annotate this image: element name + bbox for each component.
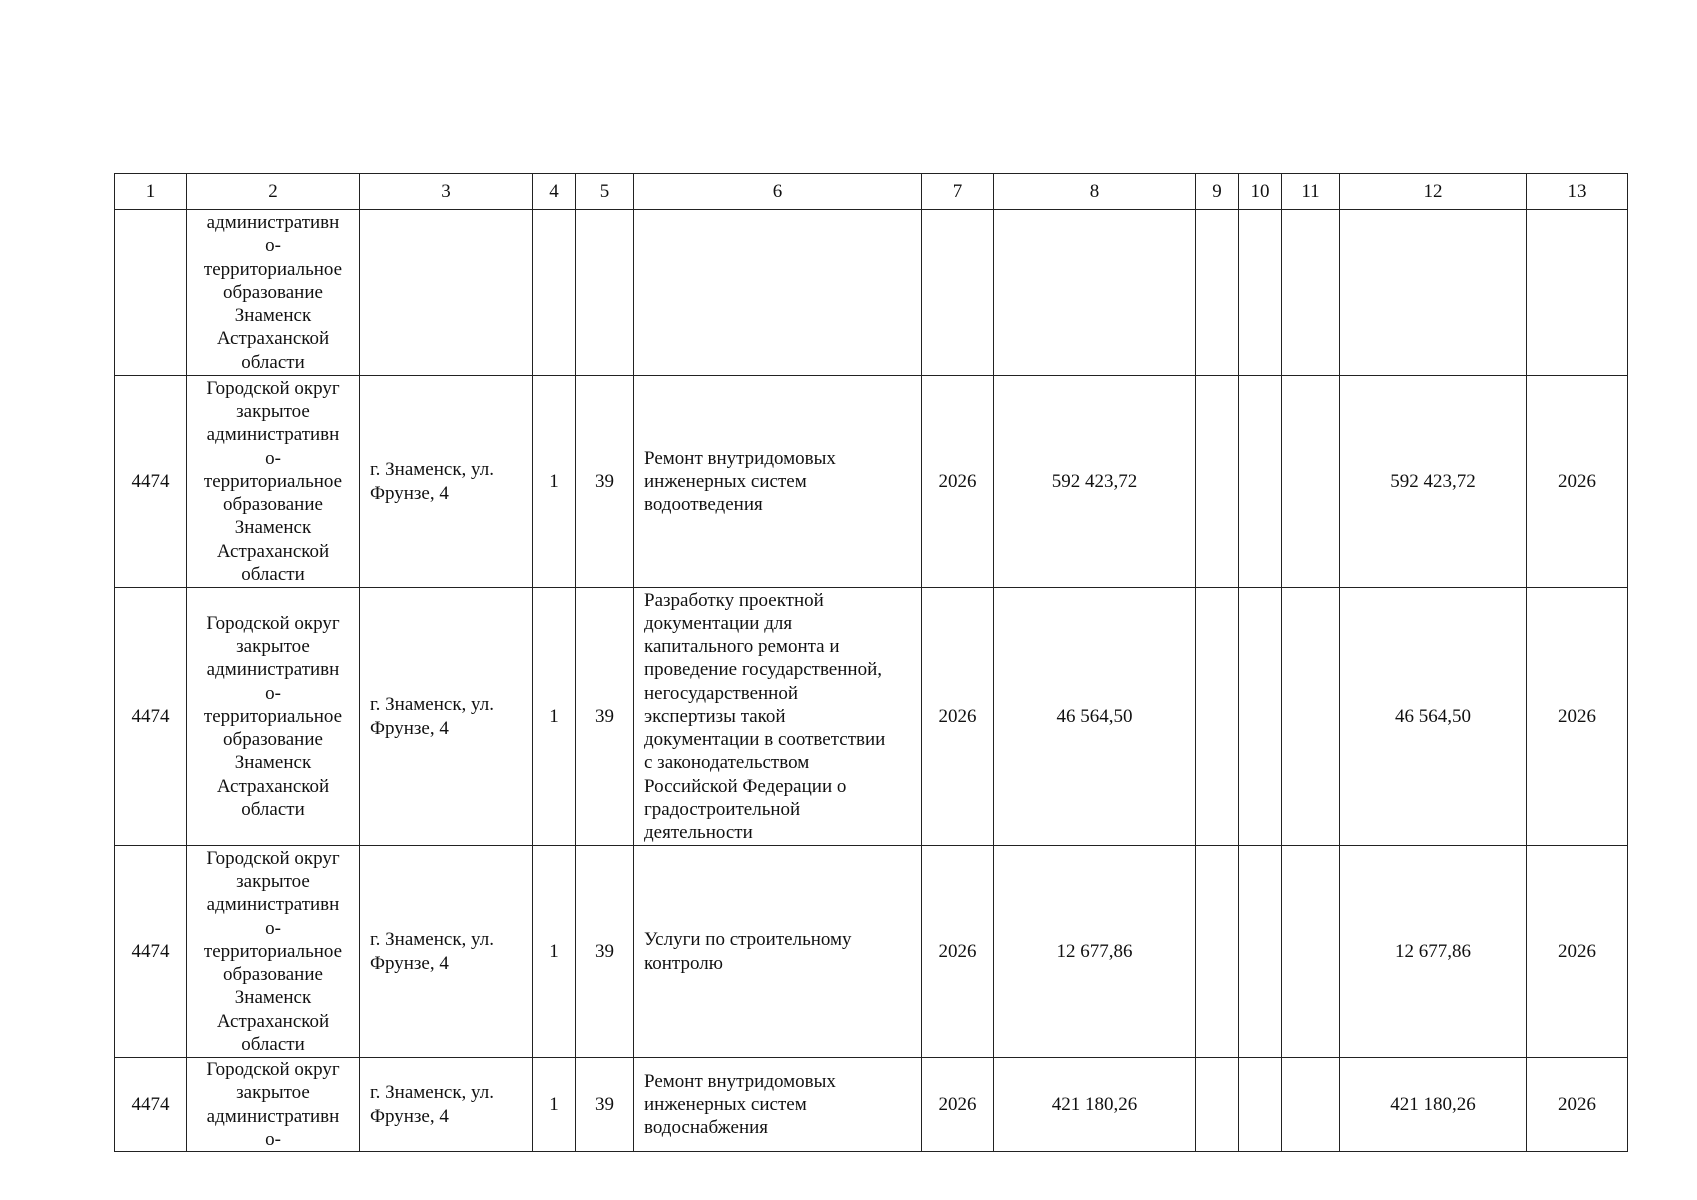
cell-col9 xyxy=(1196,210,1239,376)
table-row xyxy=(115,376,1628,588)
cell-number: 4474 xyxy=(115,588,187,846)
cell-col10 xyxy=(1239,210,1282,376)
cell-work-type: Разработку проектной документации для капитального ремонта и проведение государственной, негосударственной экспертизы такой документации в соответствии с законодательством Российской Федерации о градостроительной деятельности xyxy=(634,588,922,846)
col-header: 11 xyxy=(1282,174,1340,210)
cell-municipality: Городской округ закрытое административн о- территориальное образование Знаменск Астраханской области xyxy=(187,588,360,846)
header-row xyxy=(115,174,1628,210)
cell-address: г. Знаменск, ул. Фрунзе, 4 xyxy=(360,1058,533,1152)
cell-cost: 46 564,50 xyxy=(994,588,1196,846)
cell-col13 xyxy=(1527,210,1628,376)
cell-year: 2026 xyxy=(922,376,994,588)
cell-work-type: Ремонт внутридомовых инженерных систем водоснабжения xyxy=(634,1058,922,1152)
cell-cost: 421 180,26 xyxy=(994,1058,1196,1152)
cell-municipality: административн о- территориальное образование Знаменск Астраханской области xyxy=(187,210,360,376)
cell-col13: 2026 xyxy=(1527,1058,1628,1152)
cell-col10 xyxy=(1239,588,1282,846)
cell-col5: 39 xyxy=(576,846,634,1058)
col-header: 1 xyxy=(115,174,187,210)
col-header: 12 xyxy=(1340,174,1527,210)
cell-col4: 1 xyxy=(533,1058,576,1152)
cell-number: 4474 xyxy=(115,1058,187,1152)
cell-col9 xyxy=(1196,1058,1239,1152)
cell-col13: 2026 xyxy=(1527,588,1628,846)
col-header: 13 xyxy=(1527,174,1628,210)
cell-col10 xyxy=(1239,846,1282,1058)
cell-year: 2026 xyxy=(922,588,994,846)
table-row xyxy=(115,846,1628,1058)
cell-col4: 1 xyxy=(533,588,576,846)
cell-col11 xyxy=(1282,1058,1340,1152)
cell-col13: 2026 xyxy=(1527,376,1628,588)
cell-col4 xyxy=(533,210,576,376)
cell-municipality: Городской округ закрытое административн о- xyxy=(187,1058,360,1152)
col-header: 10 xyxy=(1239,174,1282,210)
cell-year: 2026 xyxy=(922,846,994,1058)
cell-col11 xyxy=(1282,846,1340,1058)
cell-work-type: Услуги по строительному контролю xyxy=(634,846,922,1058)
cell-col4: 1 xyxy=(533,376,576,588)
col-header: 6 xyxy=(634,174,922,210)
cell-col5: 39 xyxy=(576,1058,634,1152)
cell-municipality: Городской округ закрытое административн о- территориальное образование Знаменск Астраханской области xyxy=(187,846,360,1058)
cell-cost xyxy=(994,210,1196,376)
cell-col10 xyxy=(1239,376,1282,588)
col-header: 7 xyxy=(922,174,994,210)
cell-col5: 39 xyxy=(576,376,634,588)
cell-year: 2026 xyxy=(922,1058,994,1152)
cell-number: 4474 xyxy=(115,846,187,1058)
cell-col12: 592 423,72 xyxy=(1340,376,1527,588)
cell-col12: 46 564,50 xyxy=(1340,588,1527,846)
table-row xyxy=(115,210,1628,376)
cell-work-type: Ремонт внутридомовых инженерных систем водоотведения xyxy=(634,376,922,588)
cell-col12: 12 677,86 xyxy=(1340,846,1527,1058)
col-header: 4 xyxy=(533,174,576,210)
cell-col12: 421 180,26 xyxy=(1340,1058,1527,1152)
cell-col4: 1 xyxy=(533,846,576,1058)
cell-col11 xyxy=(1282,376,1340,588)
cell-number: 4474 xyxy=(115,376,187,588)
cell-address: г. Знаменск, ул. Фрунзе, 4 xyxy=(360,588,533,846)
cell-col9 xyxy=(1196,846,1239,1058)
table-row xyxy=(115,1058,1628,1152)
cell-year xyxy=(922,210,994,376)
cell-col13: 2026 xyxy=(1527,846,1628,1058)
col-header: 5 xyxy=(576,174,634,210)
cell-address xyxy=(360,210,533,376)
cell-address: г. Знаменск, ул. Фрунзе, 4 xyxy=(360,846,533,1058)
cell-col9 xyxy=(1196,376,1239,588)
table-row xyxy=(115,588,1628,846)
cell-municipality: Городской округ закрытое административн о- территориальное образование Знаменск Астраханской области xyxy=(187,376,360,588)
cell-address: г. Знаменск, ул. Фрунзе, 4 xyxy=(360,376,533,588)
cell-col12 xyxy=(1340,210,1527,376)
col-header: 2 xyxy=(187,174,360,210)
col-header: 3 xyxy=(360,174,533,210)
cell-col5 xyxy=(576,210,634,376)
cell-cost: 12 677,86 xyxy=(994,846,1196,1058)
cell-work-type xyxy=(634,210,922,376)
cell-col10 xyxy=(1239,1058,1282,1152)
cell-cost: 592 423,72 xyxy=(994,376,1196,588)
cell-col11 xyxy=(1282,588,1340,846)
cell-col9 xyxy=(1196,588,1239,846)
col-header: 9 xyxy=(1196,174,1239,210)
col-header: 8 xyxy=(994,174,1196,210)
register-table xyxy=(114,173,1628,1152)
cell-number xyxy=(115,210,187,376)
cell-col11 xyxy=(1282,210,1340,376)
cell-col5: 39 xyxy=(576,588,634,846)
